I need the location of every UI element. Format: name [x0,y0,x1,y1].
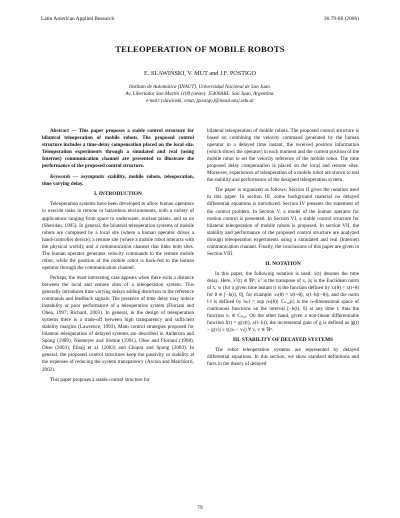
author-list: E. SLAWIŃSKI, V. MUT and J.F. POSTIGO [144,70,256,77]
right-column [207,128,359,372]
page-number: 79 [197,505,203,511]
paragraph: Teleoperation systems have been developed to allow human operators to execute tasks in remote or hazardous environments, with a variety of applications ranging from space to underwater, nuclear plants, and so on (Sheridan, 1995). In general, the bilateral teleoperation systems of mobile robots are composed by a local site (where a human operator drives a hand-controller device); a remote site (where a mobile robot interacts with the physical world); and a communication channel that links both sites. The human operator generates velocity commands to the remote mobile robot, while the position of the mobile robot is back-fed to the human operator through the communication channel. [42,201,194,271]
paragraph: Perhaps, the most interesting case appears when there exits a distance between the local and remote sites of a teleoperation system. This generally introduces time varying delays adding distortion in the reference commands and feedback signals. The presence of time delay may induce instability or poor performance of a teleoperation system (Floriani and Ohea, 1997; Richard, 2003). In general, in the design of teleoperation systems there is a trade-off between high transparency and sufficient stability margins (Lawrence, 1993). Main control strategies proposed for bilateral teleoperation of delayed systems are described in Anderson and Spong (1989), Niemeyer and Slotine (1991), Ohse and Floriani (1998), Ohse (2003), Elhajj et al. (2003) and Chopra and Spong (2003). In general, the proposed control structures keep the passivity or stability at the expenses of reducing the system transparency (Arcara and Melchiorri, 2002). [42,274,194,373]
keywords [42,174,194,188]
section-heading-introduction: I. INTRODUCTION [94,191,142,198]
keywords-label: Keywords — [50,174,79,181]
paragraph: The robot teleoperation systems are represented by delayed differential equations. In this section, we show standard definitions and facts in the theory of delayed [207,347,359,368]
volume-pages: 36:79-86 (2006) [323,16,359,22]
section-heading-stability: III. STABILITY OF DELAYED SYSTEMS [232,337,334,344]
left-column [42,128,194,387]
affiliation-block [60,84,340,105]
paragraph: bilateral teleoperation of mobile robots. The proposed control structure is based on combining the velocity command generated by the human operator in a delayed time instant, the received position information (which shows the operator) in each moment and the current position of the mobile robot to set the velocity reference of the mobile robot. The time proposed delay compensation is placed on the local and remote sites. Moreover, experiences of teleoperation of a mobile robot are shown to test the stability and performance of the designed teleoperation system. [207,128,359,184]
affiliation-line: Av. Libertador San Martín 1109 (oeste). J5400ARL. San Juan, Argentina. [125,91,275,97]
journal-name: Latin American Applied Research [41,16,115,22]
abstract-label: Abstract — [50,128,77,134]
abstract-text: This paper proposes a stable control structure for bilateral teleoperation of mobile robots. The proposed control structure includes a time-delay compensation placed on the local site. Teleoperation experiments through a simulated and real (using Internet) communication channel are presented to illustrate the performance of the proposed control structure. [42,128,195,170]
abstract [42,128,194,170]
paragraph: In this paper, the following notation is used: ẋ(t) denotes the time delay. Here, xᵀ(t) ∈ ℜⁿ, xᵀ is the transpose of x, |x| is the Euclidean norm of x, xₜ (for a given time instant t) is the function defined by xₜ(θ) = x(t+θ) for θ ∈ [−h(t), 0], for example: xₜ(θ) = x(t+θ), x(t−h(t−θ)), and the norm ‖·‖ is defined by ‖xₜ‖ = sup |xₜ(θ)|. Cₙ,₀(t) is the n-dimensional space of continuous functions on the interval [−h(t), 0] at any time t, thus the function xₜ ∈ Cₙ,₀. On the other hand, given a non-linear differentiable function f(t) = g(x(t), x(t−h)), the incremental gain of g is defined as |g(t) − g(v)| ≤ γ(|xₜ − vₜ|) ∀ x, v ∈ ℜⁿ. [207,270,359,334]
section-heading-notation: II. NOTATION [265,260,301,267]
paragraph: This paper proposes a stable control structure for [50,376,150,383]
paper-title: TELEOPERATION OF MOBILE ROBOTS [115,44,285,54]
affiliation-email: e-mail:{slawinski, vmut, jpostigo}@inaut.unsj.edu.ar [145,98,255,104]
paragraph: The paper is organized as follows: Section II gives the notation used in this paper. In section III, some background material on delayed differential equations is introduced. Section IV presents the statement of the control problem. In Section V, a model of the human operator for motion control is presented. In Section VI, a stable control structure for bilateral teleoperation of mobile robots is proposed. In section VII, the stability and performance of the proposed control structure are analyzed through teleoperation experiments using a simulated and real (Internet) communication channel. Finally, the conclusions of this paper are given in Section VIII. [207,187,359,257]
keywords-text: asymptotic stability, mobile robots, teleoperation, time varying delay. [42,174,194,188]
affiliation-line: Instituto de Automática (INAUT), Universidad Nacional de San Juan. [128,84,272,90]
